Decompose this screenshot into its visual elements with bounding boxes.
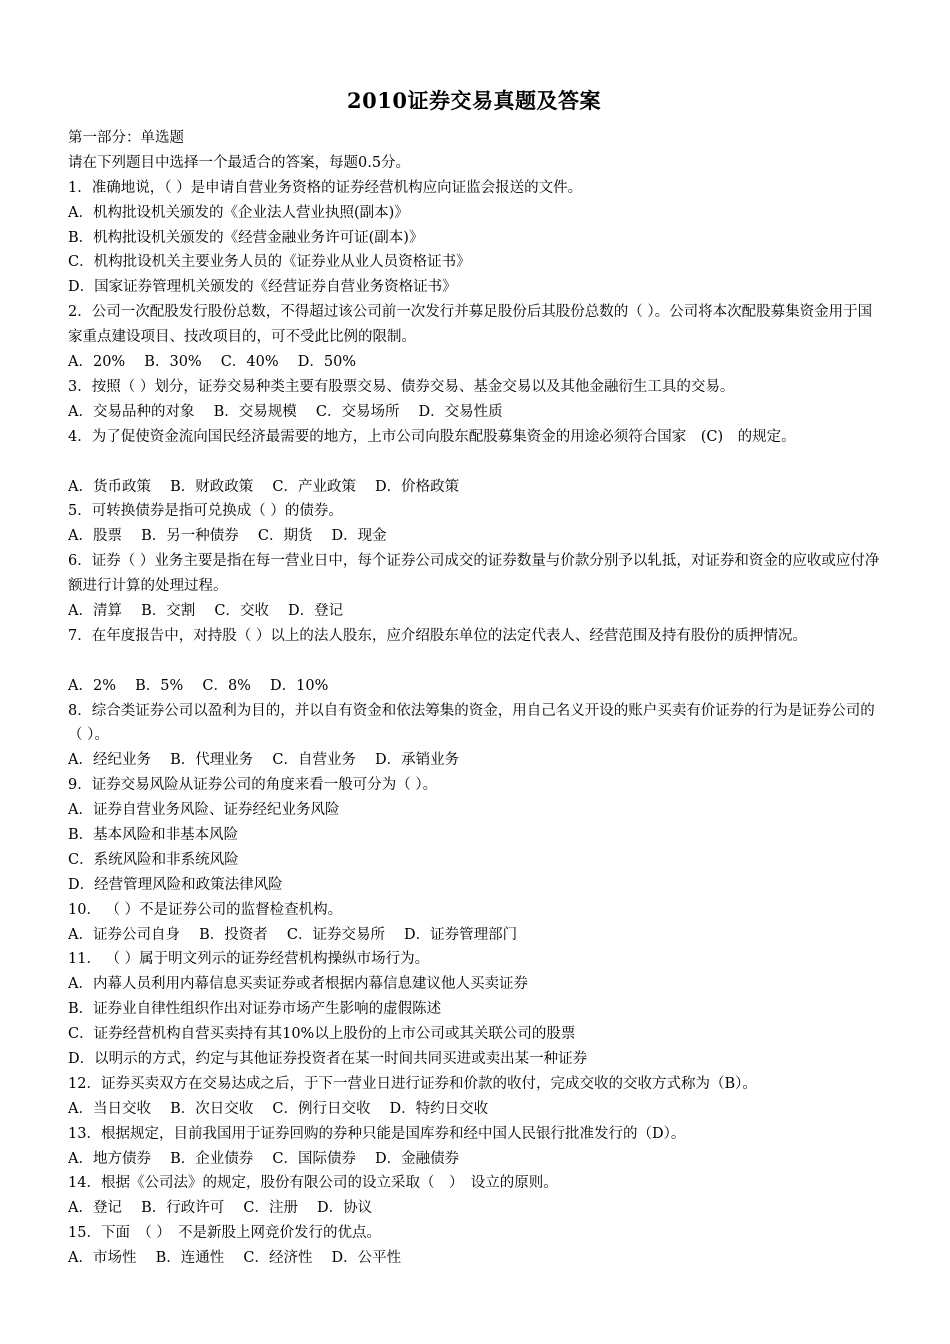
- text-line: D．经营管理风险和政策法律风险: [68, 876, 283, 893]
- section-heading: 第一部分：单选题: [68, 130, 184, 146]
- text-line: A．市场性 B．连通性 C．经济性 D．公平性: [68, 1250, 402, 1267]
- text-line: A．当日交收 B．次日交收 C．例行日交收 D．特约日交收: [68, 1100, 489, 1117]
- text-line: 1．准确地说，（ ）是申请自营业务资格的证券经营机构应向证监会报送的文件。: [68, 179, 583, 196]
- text-line: 15．下面 （ ） 不是新股上网竞价发行的优点。: [68, 1225, 382, 1242]
- text-line: 10． （ ）不是证券公司的监督检查机构。: [68, 901, 343, 918]
- text-line: A．20% B．30% C．40% D．50%: [68, 354, 357, 371]
- text-line: 2．公司一次配股发行股份总数，不得超过该公司前一次发行并募足股份后其股份总数的（ ）。公司将本次配股募集资金用于国家重点建设项目、技改项目的，可不受此比例的限制。: [68, 304, 873, 346]
- text-line: D．以明示的方式，约定与其他证券投资者在某一时间共同买进或卖出某一种证券: [68, 1051, 588, 1068]
- text-line: A．交易品种的对象 B．交易规模 C．交易场所 D．交易性质: [68, 403, 503, 420]
- text-line: 7．在年度报告中，对持股（ ）以上的法人股东，应介绍股东单位的法定代表人、经营范围及持有股份的质押情况。: [68, 627, 807, 644]
- text-line: B．基本风险和非基本风险: [68, 827, 239, 844]
- text-line: 14．根据《公司法》的规定，股份有限公司的设立采取（ ） 设立的原则。: [68, 1175, 558, 1192]
- text-line: B．证券业自律性组织作出对证券市场产生影响的虚假陈述: [68, 1001, 442, 1018]
- text-line: D．国家证券管理机关颁发的《经营证券自营业务资格证书》: [68, 279, 457, 296]
- text-line: A．证券公司自身 B．投资者 C．证券交易所 D．证券管理部门: [68, 926, 518, 943]
- text-line: A．地方债券 B．企业债券 C．国际债券 D．金融债券: [68, 1150, 460, 1167]
- text-line: 6．证券（ ）业务主要是指在每一营业日中，每个证券公司成交的证券数量与价款分别予以轧抵，对证券和资金的应收或应付净额进行计算的处理过程。: [68, 553, 880, 595]
- text-line: 13．根据规定，目前我国用于证券回购的券种只能是国库券和经中国人民银行批准发行的（D）。: [68, 1125, 686, 1142]
- text-line: 12．证券买卖双方在交易达成之后，于下一营业日进行证券和价款的收付，完成交收的交收方式称为（B）。: [68, 1075, 757, 1092]
- text-line: A．内幕人员利用内幕信息买卖证券或者根据内幕信息建议他人买卖证券: [68, 976, 528, 993]
- text-line: B．机构批设机关颁发的《经营金融业务许可证(副本)》: [68, 229, 424, 246]
- instructions: 请在下列题目中选择一个最适合的答案，每题0.5分。: [68, 154, 411, 171]
- text-line: 3．按照（ ）划分，证券交易种类主要有股票交易、债券交易、基金交易以及其他金融衍生工具的交易。: [68, 378, 735, 395]
- text-line: A．证券自营业务风险、证券经纪业务风险: [68, 802, 340, 819]
- text-line: C．证券经营机构自营买卖持有其10%以上股份的上市公司或其关联公司的股票: [68, 1026, 576, 1043]
- text-line: A．经纪业务 B．代理业务 C．自营业务 D．承销业务: [68, 752, 460, 769]
- page-title: 2010证券交易真题及答案: [347, 88, 601, 113]
- text-line: A．机构批设机关颁发的《企业法人营业执照(副本)》: [68, 204, 409, 221]
- text-line: A．登记 B．行政许可 C．注册 D．协议: [68, 1200, 373, 1217]
- text-line: 5．可转换债券是指可兑换成（ ）的债券。: [68, 503, 343, 520]
- text-line: 8．综合类证券公司以盈利为目的，并以自有资金和依法筹集的资金，用自己名义开设的账户买卖有价证券的行为是证券公司的（ ）。: [68, 702, 875, 744]
- text-line: A．清算 B．交割 C．交收 D．登记: [68, 602, 344, 619]
- text-line: C．机构批设机关主要业务人员的《证券业从业人员资格证书》: [68, 254, 471, 271]
- question-list: [68, 176, 880, 1271]
- text-line: 11． （ ）属于明文列示的证券经营机构操纵市场行为。: [68, 951, 430, 968]
- text-line: A．股票 B．另一种债券 C．期货 D．现金: [68, 528, 387, 545]
- text-line: A．货币政策 B．财政政策 C．产业政策 D．价格政策: [68, 478, 460, 495]
- text-line: 4．为了促使资金流向国民经济最需要的地方，上市公司向股东配股募集资金的用途必须符合国家 (C) 的规定。: [68, 428, 796, 445]
- text-line: 9．证券交易风险从证券公司的角度来看一般可分为（ ）。: [68, 777, 438, 794]
- text-line: A．2% B．5% C．8% D．10%: [68, 677, 329, 694]
- text-line: C．系统风险和非系统风险: [68, 851, 239, 868]
